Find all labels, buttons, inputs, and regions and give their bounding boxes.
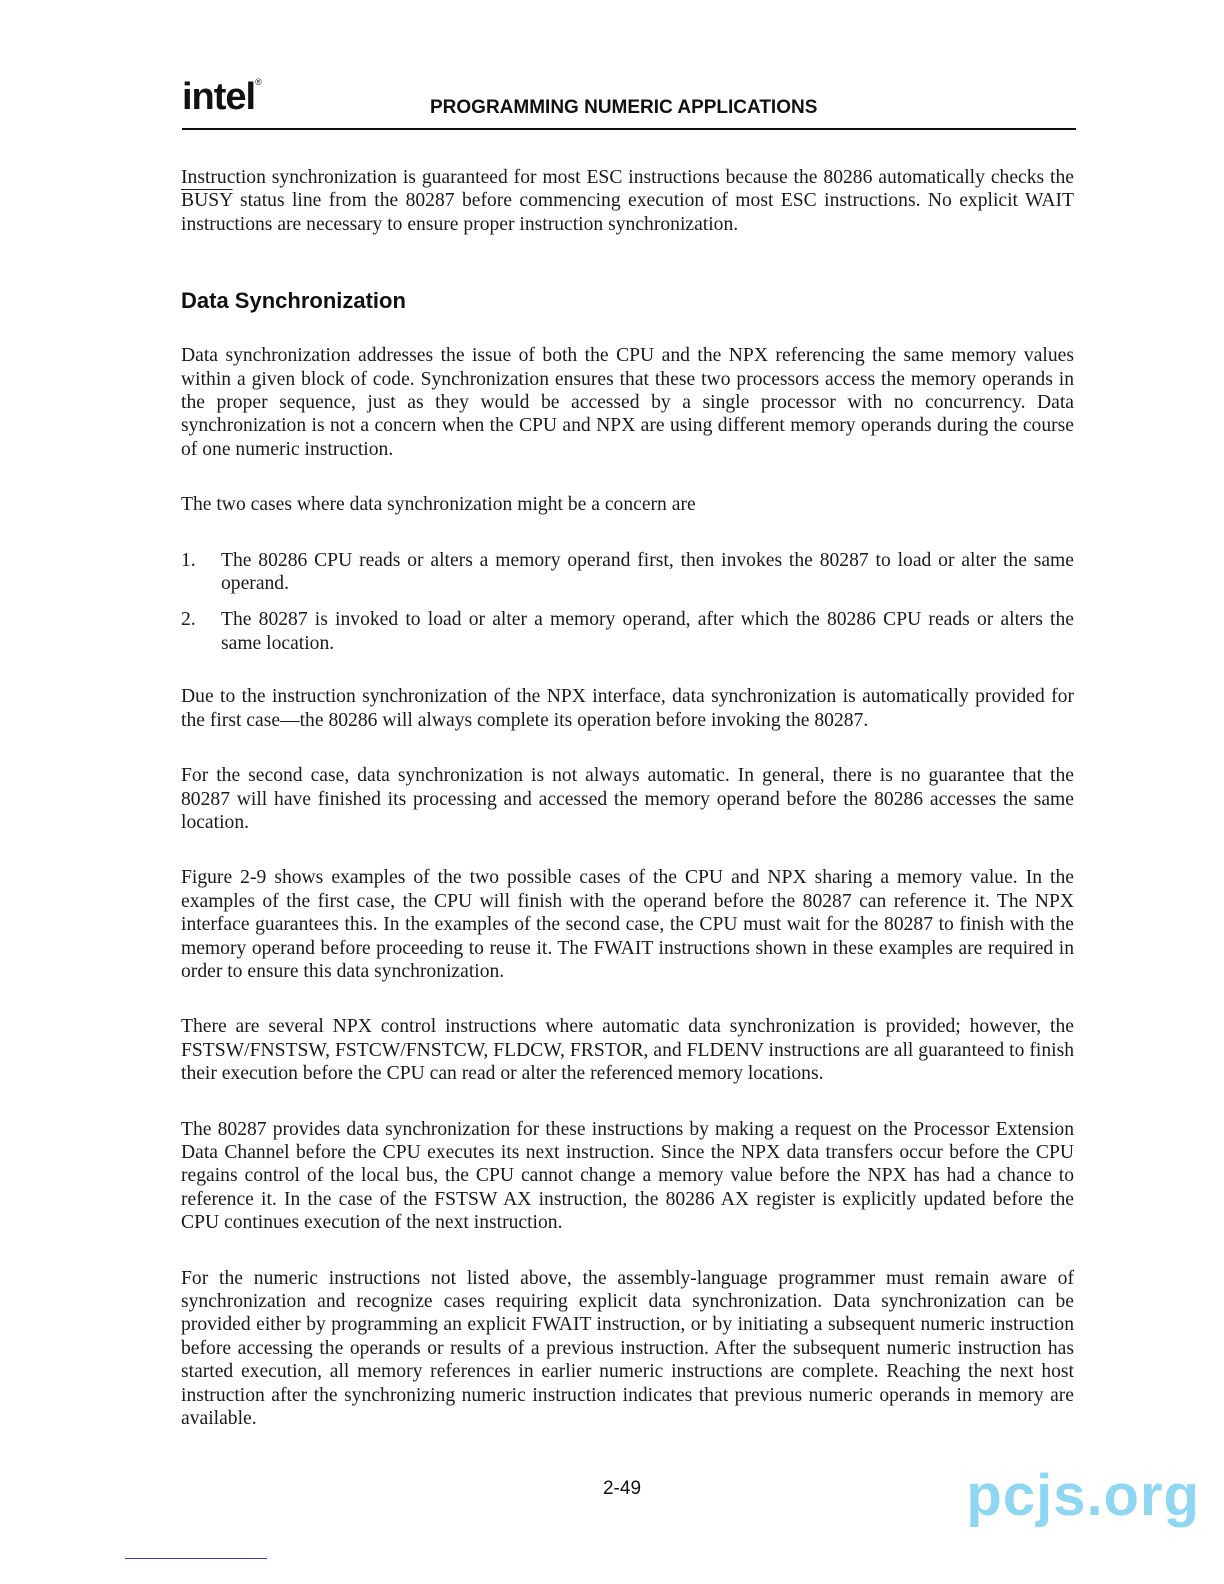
paragraph-3: Due to the instruction synchronization of the NPX interface, data synchronization is automatically provided for the first case—the 80286 will always complete its operation before invoking the 80287. <box>181 686 1074 731</box>
paragraph-7: The 80287 provides data synchronization for these instructions by making a request on the Processor Extension Data Channel before the CPU executes its next instruction. Since the NPX data transfers occur before the CPU regains control of the local bus, the CPU cannot change a memory value before the NPX has had a chance to reference it. In the case of the FSTSW AX instruction, the 80286 AX register is explicitly updated before the CPU continues execution of the next instruction. <box>181 1118 1074 1234</box>
paragraph-8: For the numeric instructions not listed above, the assembly-language programmer must remain aware of synchronization and recognize cases requiring explicit data synchronization. Data synchronization can be provided either by programming an explicit FWAIT instruction, or by initiating a subsequent numeric instruction before accessing the operands or results of a previous instruction. After the subsequent numeric instruction has started execution, all memory references in earlier numeric instructions are complete. Reaching the next host instruction after the synchronizing numeric instruction indicates that previous numeric operands in memory are available. <box>181 1267 1074 1430</box>
page-header-title: PROGRAMMING NUMERIC APPLICATIONS <box>430 97 818 118</box>
intro-paragraph: Instruction synchronization is guaranteed for most ESC instructions because the 80286 automatically checks the BUSY status line from the 80287 before commencing execution of most ESC instructions. No explicit WAIT instructions are necessary to ensure proper instruction synchronization. <box>181 167 1074 235</box>
list-item <box>181 549 1074 596</box>
cases-list <box>181 549 1074 656</box>
paragraph-4: For the second case, data synchronization is not always automatic. In general, there is no guarantee that the 80287 will have finished its processing and accessed the memory operand before the 80286 accesses the same location. <box>181 765 1074 833</box>
logo-text: intel <box>182 76 256 118</box>
list-item-text: The 80287 is invoked to load or alter a memory operand, after which the 80286 CPU reads or alters the same location. <box>221 609 1074 654</box>
page-content <box>181 166 1074 1462</box>
section-heading: Data Synchronization <box>181 288 406 314</box>
paragraph-5: Figure 2-9 shows examples of the two possible cases of the CPU and NPX sharing a memory value. In the examples of the first case, the CPU will finish with the operand before the 80287 can reference it. The NPX interface guarantees this. In the examples of the second case, the CPU must wait for the 80287 to finish with the memory operand before proceeding to reuse it. The FWAIT instructions shown in these examples are required in order to ensure this data synchronization. <box>181 867 1074 982</box>
watermark: pcjs.org <box>966 1463 1200 1528</box>
busy-signal: BUSY <box>181 190 233 212</box>
list-item-number: 2. <box>181 609 196 631</box>
intel-logo: intel® <box>182 76 261 118</box>
header-divider <box>182 128 1076 130</box>
paragraph-1: Data synchronization addresses the issue of both the CPU and the NPX referencing the same memory values within a given block of code. Synchronization ensures that these two processors access the memory operands in the proper sequence, just as they would be accessed by a single processor with no concurrency. Data synchronization is not a concern when the CPU and NPX are using different memory operands during the course of one numeric instruction. <box>181 345 1074 460</box>
page-number: 2-49 <box>602 1478 642 1499</box>
list-item <box>181 608 1074 655</box>
list-item-number: 1. <box>181 549 196 571</box>
list-item-text: The 80286 CPU reads or alters a memory operand first, then invokes the 80287 to load or alter the same operand. <box>221 549 1074 595</box>
footer-divider <box>125 1558 267 1559</box>
paragraph-6: There are several NPX control instructions where automatic data synchronization is provided; however, the FSTSW/FNSTSW, FSTCW/FNSTCW, FLDCW, FRSTOR, and FLDENV instructions are all guaranteed to finish their execution before the CPU can read or alter the referenced memory locations. <box>181 1016 1074 1085</box>
paragraph-2: The two cases where data synchronization might be a concern are <box>181 494 696 516</box>
